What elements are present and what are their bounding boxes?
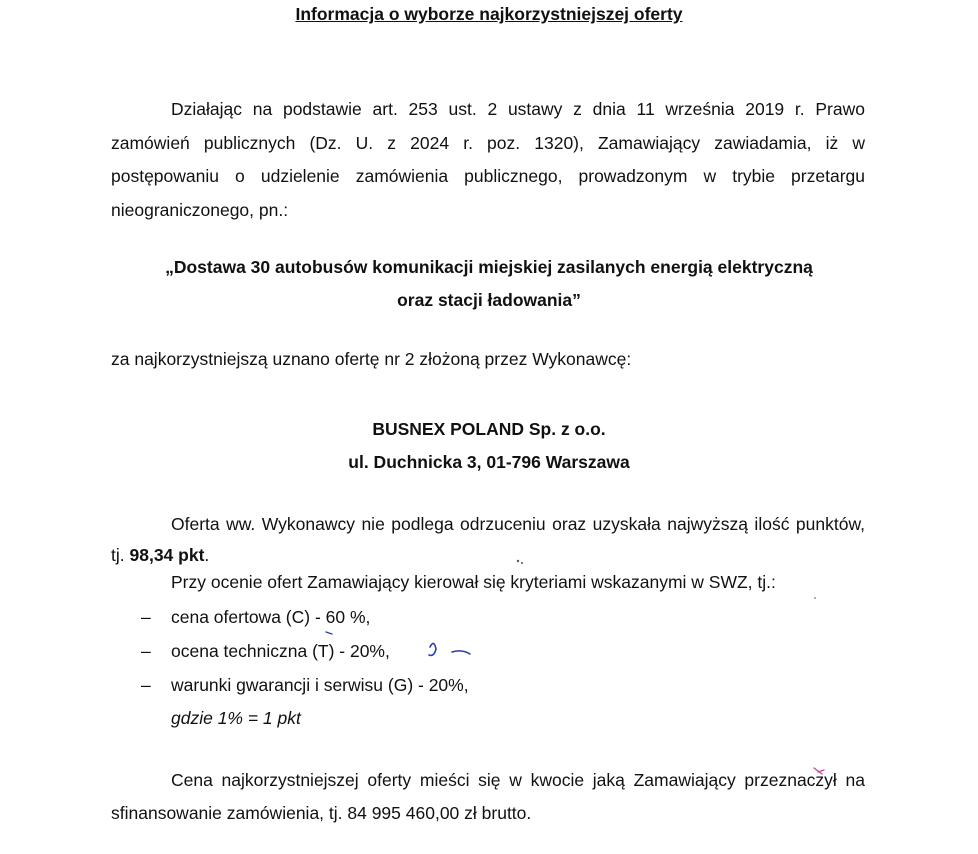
blue-ink-scribble	[429, 643, 470, 655]
criteria-bullet: –	[141, 641, 151, 661]
criteria-text: warunki gwarancji i serwisu (G) - 20%,	[171, 675, 469, 695]
offer-text: Oferta ww. Wykonawcy nie podlega odrzuceniu oraz uzyskała najwyższą ilość punktów, tj.	[111, 514, 865, 565]
criteria-bullet: –	[141, 607, 151, 627]
award-statement: za najkorzystniejszą uznano ofertę nr 2 złożoną przez Wykonawcę:	[111, 349, 632, 369]
intro-paragraph: Działając na podstawie art. 253 ust. 2 ustawy z dnia 11 września 2019 r. Prawo zamówień publicznych (Dz. U. z 2024 r. poz. 1320), Zamawiający zawiadamia, iż w postępowaniu o udzielenie zamówienia publicznego, prowadzonym w trybie przetargu nieograniczonego, pn.:	[111, 99, 865, 220]
offer-end: .	[204, 545, 210, 565]
tender-subject-line-1: „Dostawa 30 autobusów komunikacji miejskiej zasilanych energią elektryczną	[165, 257, 813, 277]
criteria-bullet: –	[141, 675, 151, 695]
offer-paragraph	[111, 509, 865, 571]
document-title: Informacja o wyborze najkorzystniejszej oferty	[295, 4, 683, 24]
price-paragraph: Cena najkorzystniejszej oferty mieści się w kwocie jaką Zamawiający przeznaczył na sfinansowanie zamówienia, tj. 84 995 460,00 zł brutto.	[111, 770, 865, 823]
scoring-formula: gdzie 1% = 1 pkt	[171, 708, 301, 728]
tender-subject	[0, 251, 978, 317]
gray-speck	[814, 597, 816, 599]
criteria-intro: Przy ocenie ofert Zamawiający kierował się kryteriami wskazanymi w SWZ, tj.:	[171, 572, 776, 592]
contractor-address: ul. Duchnicka 3, 01-796 Warszawa	[348, 452, 630, 472]
contractor-name: BUSNEX POLAND Sp. z o.o.	[372, 419, 606, 439]
offer-points: 98,34 pkt	[129, 545, 205, 565]
blue-ink-tick	[326, 632, 332, 634]
tender-subject-line-2: oraz stacji ładowania”	[397, 290, 581, 310]
criteria-text: ocena techniczna (T) - 20%,	[171, 641, 390, 661]
criteria-text: cena ofertowa (C) - 60 %,	[171, 607, 371, 627]
contractor-block	[0, 413, 978, 479]
